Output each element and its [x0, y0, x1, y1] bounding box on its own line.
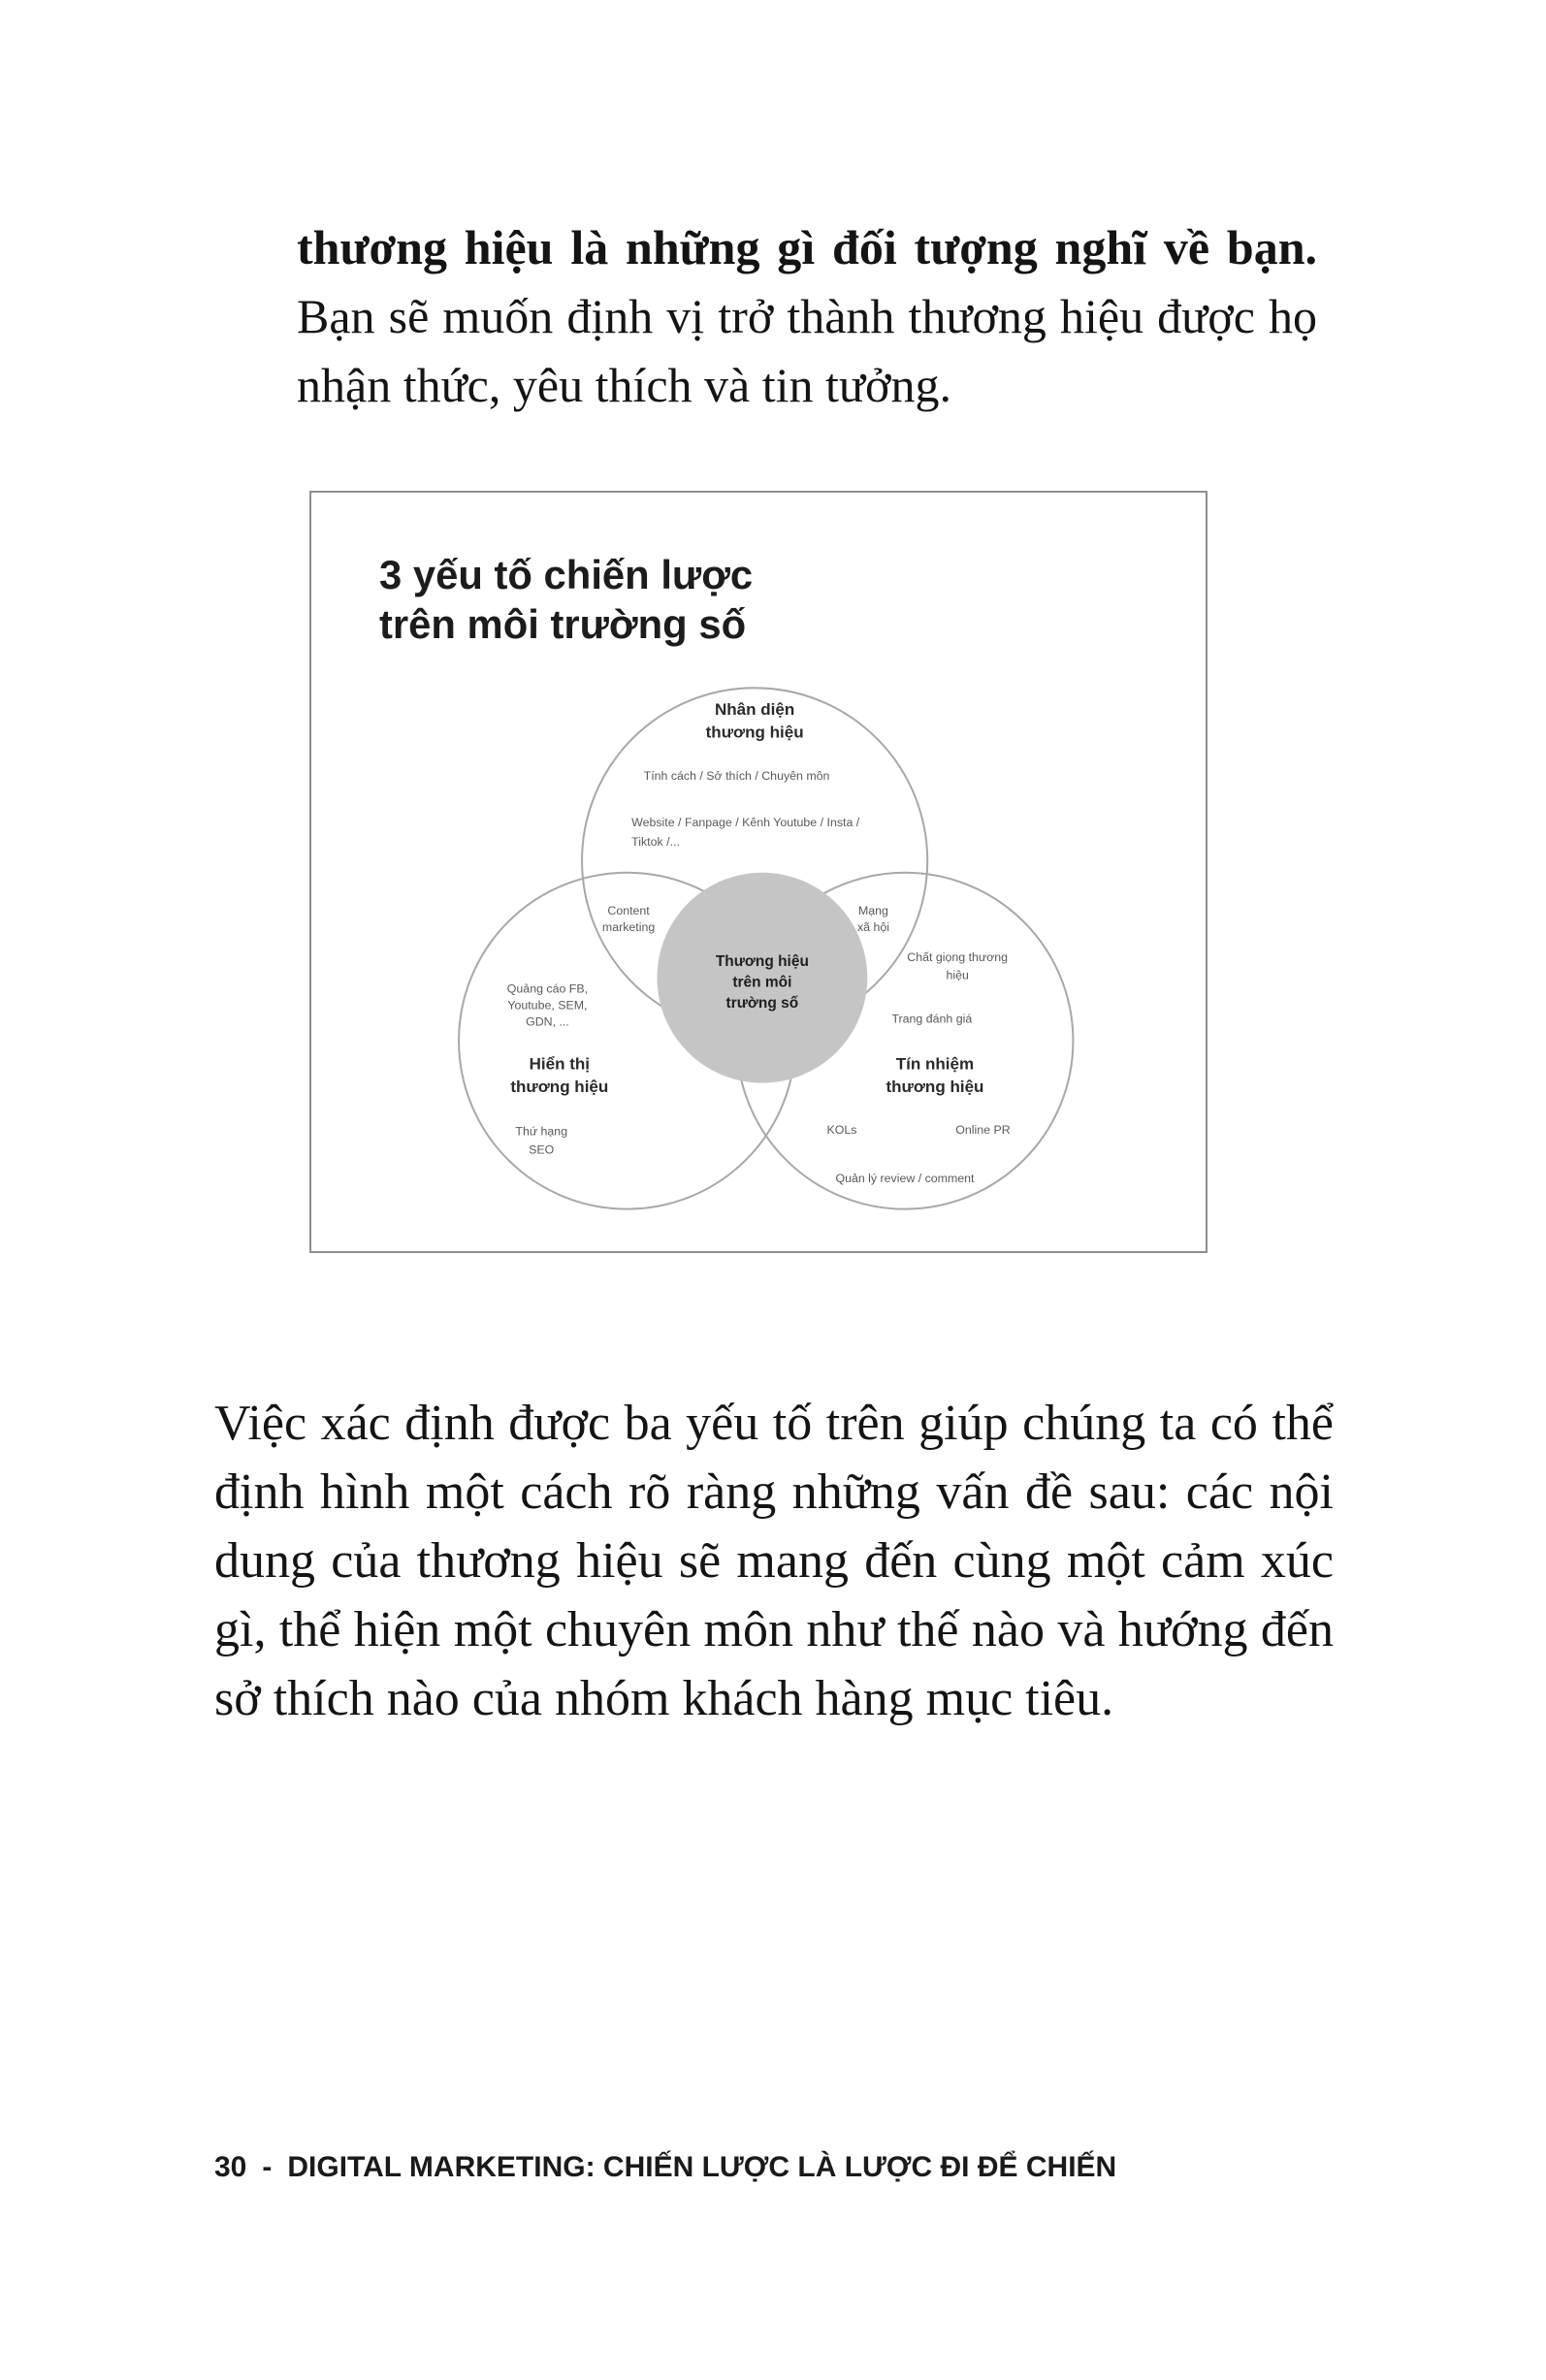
top-circle-sub1: Tính cách / Sở thích / Chuyên môn — [643, 768, 830, 783]
left-ads-line3: GDN, ... — [526, 1014, 569, 1029]
footer-book-title: DIGITAL MARKETING: CHIẾN LƯỢC LÀ LƯỢC ĐI ĐỂ CHIẾN — [287, 2151, 1117, 2183]
intro-bold-text: thương hiệu là những gì đối tượng nghĩ về bạn. — [297, 220, 1317, 274]
right-kols: KOLs — [826, 1123, 857, 1138]
intersection-social-line1: Mạng — [857, 904, 888, 918]
intro-paragraph — [297, 213, 1317, 420]
top-circle-title-line1: Nhân diện — [715, 700, 795, 720]
left-seo-line2: SEO — [529, 1142, 555, 1157]
body-paragraph: Việc xác định được ba yếu tố trên giúp chúng ta có thể định hình một cách rõ ràng những vấn đề sau: các nội dung của thương hiệu sẽ mang đến cùng một cảm xúc gì, thể hiện một chuyên môn như thế nào và hướng đến sở thích nào của nhóm khách hàng mục tiêu. — [214, 1396, 1334, 1726]
venn-diagram-svg — [311, 493, 1206, 1251]
top-circle-sub2-line2: Tiktok /... — [631, 834, 680, 849]
center-label-line3: trường số — [725, 995, 799, 1013]
center-label-line2: trên môi — [732, 974, 792, 991]
right-online-pr: Online PR — [955, 1123, 1011, 1138]
right-review-page: Trang đánh giá — [891, 1012, 973, 1026]
top-circle-title-line2: thương hiệu — [705, 723, 804, 742]
left-ads-line2: Youtube, SEM, — [507, 998, 588, 1013]
right-voice-line2: hiệu — [946, 968, 969, 982]
right-review-mgmt: Quản lý review / comment — [835, 1171, 975, 1185]
page-footer — [214, 2151, 1116, 2184]
intersection-content-marketing-line2: marketing — [601, 920, 656, 935]
diagram-title-line1: 3 yếu tố chiến lược — [379, 552, 754, 598]
right-voice-line1: Chất giọng thương — [907, 950, 1009, 965]
footer-separator: - — [262, 2151, 273, 2183]
intersection-content-marketing-line1: Content — [607, 904, 650, 918]
center-label-line1: Thương hiệu — [715, 952, 809, 970]
page-number: 30 — [214, 2151, 247, 2183]
intro-regular-text: Bạn sẽ muốn định vị trở thành thương hiệu được họ nhận thức, yêu thích và tin tưởng. — [297, 289, 1317, 412]
left-seo-line1: Thứ hạng — [515, 1124, 568, 1139]
right-circle-title-line1: Tín nhiệm — [895, 1054, 975, 1074]
top-circle-sub2-line1: Website / Fanpage / Kênh Youtube / Insta / — [631, 815, 860, 829]
left-ads-line1: Quảng cáo FB, — [506, 981, 589, 996]
left-circle-title-line1: Hiển thị — [529, 1054, 591, 1074]
venn-diagram-figure — [309, 491, 1208, 1253]
left-circle-title-line2: thương hiệu — [510, 1077, 609, 1096]
right-circle-title-line2: thương hiệu — [886, 1077, 984, 1096]
diagram-title-line2: trên môi trường số — [379, 601, 747, 648]
intersection-social-line2: xã hội — [856, 920, 889, 935]
